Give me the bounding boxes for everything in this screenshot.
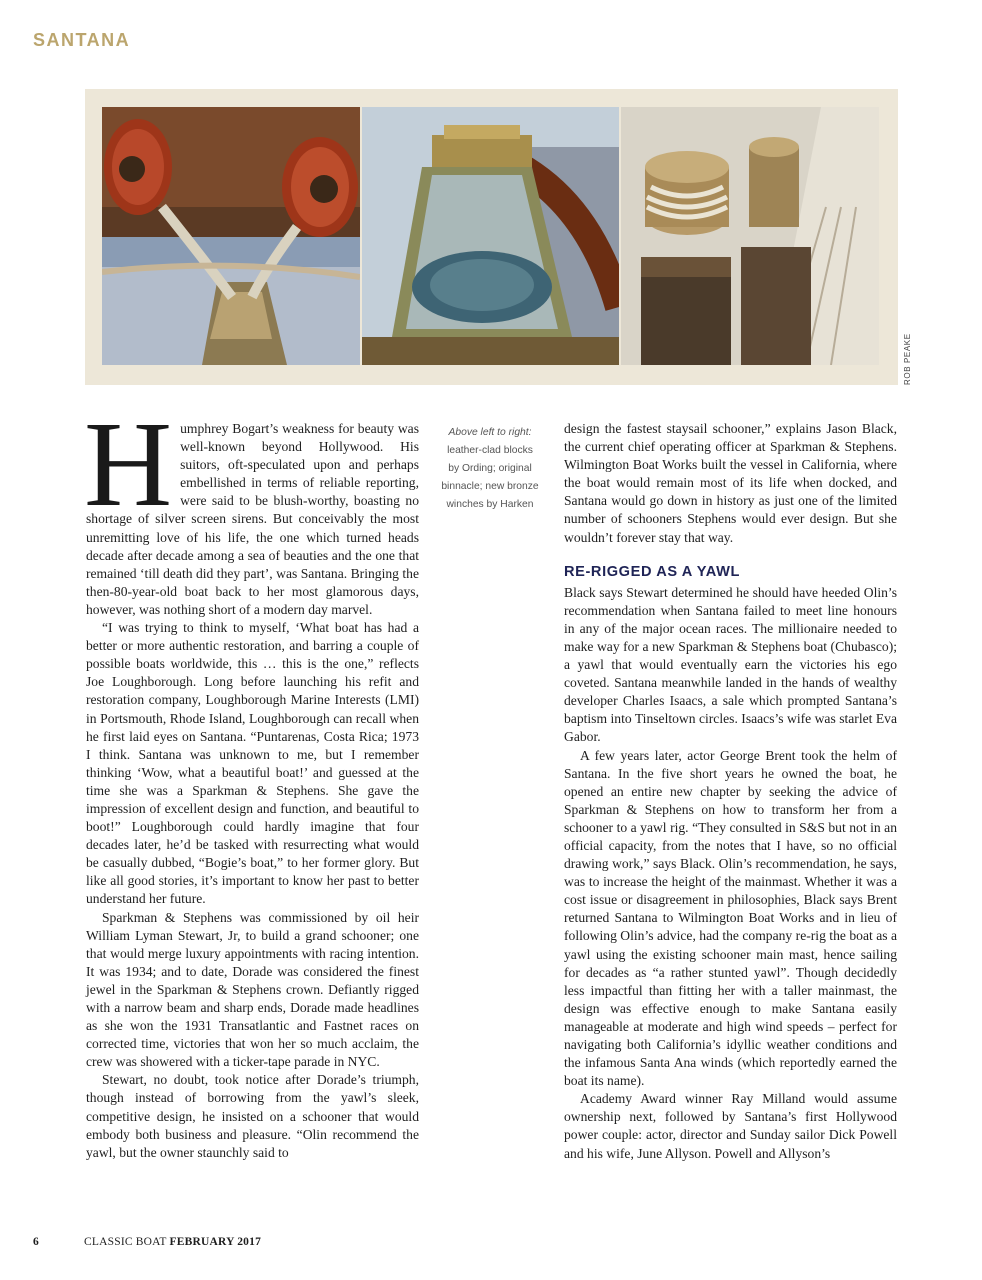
article-paragraph-1: Humphrey Bogart’s weakness for beauty was well-known beyond Hollywood. His suitors, oft-speculated upon and perhaps embellished in terms of reliable reporting, were said to be blush-worthy, boasting no shortage of silver screen sirens. But conceivably the most unremitting love of his life, the one which turned heads decade after decade among a sea of beauties and the one that remained ‘till death did they part’, was Santana. Bringing the then-80-year-old boat back to her most glamorous days, however, was nothing short of a modern day marvel. <box>84 397 419 617</box>
article-paragraph-5: design the fastest staysail schooner,” explains Jason Black, the current chief operating officer at Sparkman & Stephens. Wilmington Boat Works built the vessel in California, where the boat would remain most of its life when docked, and Santana would go down in history as just one of the limited number of schooners Stephens would ever design. But she wouldn’t forever stay that way. <box>564 421 897 545</box>
section-title: SANTANA <box>33 30 131 50</box>
winches-image <box>621 107 879 365</box>
binnacle-image <box>362 107 619 365</box>
magazine-name: CLASSIC BOAT <box>84 1236 167 1248</box>
photo-credit: ROB PEAKE <box>903 333 912 385</box>
article-right-column <box>564 420 897 1163</box>
caption-lead: Above left to right: <box>448 427 532 438</box>
photo-winches <box>621 107 879 365</box>
article-paragraph-6: Black says Stewart determined he should have heeded Olin’s recommendation when Santana failed to meet line honours in any of the major ocean races. The millionaire needed to make way for a new Sparkman & Stephens boat (Chubasco); a yawl that would eventually earn the victories his ego coveted. Santana meanwhile landed in the hands of wealthy developer Charles Isaacs, a sale which prompted Santana’s baptism into Tinseltown circles. Isaacs’s wife was starlet Eva Gabor. <box>564 584 897 745</box>
article-paragraph-7: A few years later, actor George Brent took the helm of Santana. In the five short years he owned the boat, he opened an entire new chapter by seeking the advice of Sparkman & Stephens on how to transform her from a schooner to a yawl rig. “They consulted in S&S but not in an official capacity, from the notes that I have, so no official drawing work,” says Black. Olin’s recommendation, he says, was to increase the height of the mainmast. Whether it was a cost issue or disagreement in philosophies, Black says Brent returned Santana to Wilmington Boat Works and in lieu of following Olin’s advice, had the company re-rig the boat as a yawl using the existing schooner main mast, hence sailing for decades as “a rather stunted yawl”. Though decidedly less impactful than fitting her with a taller mainmast, the design was effective enough to make Santana easily manageable at moderate and high wind speeds – perfect for navigating both California’s idyllic weather conditions and the infamous Santa Ana winds (which reportedly earned the boat its name). <box>564 747 897 1089</box>
article-paragraph-4: Stewart, no doubt, took notice after Dorade’s triumph, though instead of borrowing from the yawl’s sleek, competitive design, he insisted on a schooner that would embody both business and pleasure. “Olin recommend the yawl, but the owner staunchly said to <box>86 1072 419 1160</box>
page-footer <box>33 1236 261 1248</box>
article-paragraph-2: “I was trying to think to myself, ‘What boat has had a better or more authentic restoration, and barring a couple of possible boats worldwide, this … this is the one,” reflects Joe Loughborough. Long before launching his refit and restoration company, Loughborough Marine Interests (LMI) in Portsmouth, Rhode Island, Loughborough can recall when he first laid eyes on Santana. “Puntarenas, Costa Rica; 1973 I think. Santana was unknown to me, but I remember thinking ‘Wow, what a beautiful boat!’ and guessed at the time she was a Sparkman & Stephens. She gave the impression of excellent design and function, and beautiful to boot!” Loughborough could hardly imagine that four decades later, he’d be tasked with resurrecting what would be casually dubbed, “Bogie’s boat,” to her former glory. But like all good stories, it’s important to know her past to better understand her future. <box>86 620 419 907</box>
photo-binnacle <box>362 107 619 365</box>
issue-date: FEBRUARY 2017 <box>169 1236 262 1248</box>
article-paragraph-8: Academy Award winner Ray Milland would assume ownership next, followed by Santana’s first Hollywood power couple: actor, director and Sunday sailor Dick Powell and his wife, June Allyson. Powell and Allyson’s <box>564 1091 897 1161</box>
drop-cap: H <box>84 397 173 532</box>
photo-caption <box>441 424 539 514</box>
subheading: RE-RIGGED AS A YAWL <box>564 563 741 580</box>
page-number: 6 <box>33 1236 39 1248</box>
photo-leather-blocks <box>102 107 360 365</box>
caption-text: leather-clad blocks by Ording; original binnacle; new bronze winches by Harken <box>441 445 539 510</box>
photo-strip <box>85 89 898 385</box>
article-left-column <box>84 397 419 1162</box>
leather-blocks-image <box>102 107 360 365</box>
article-paragraph-3: Sparkman & Stephens was commissioned by oil heir William Lyman Stewart, Jr, to build a grand schooner; one that would merge luxury appointments with racing intention. It was 1934; and to date, Dorade was considered the finest jewel in the Sparkman & Stephens crown. Defiantly rigged with a narrow beam and sharp ends, Dorade made headlines as she won the 1931 Transatlantic and Fastnet races on corrected time, victories that won her so much acclaim, the crew was showered with a ticker-tape parade in NYC. <box>86 909 419 1070</box>
